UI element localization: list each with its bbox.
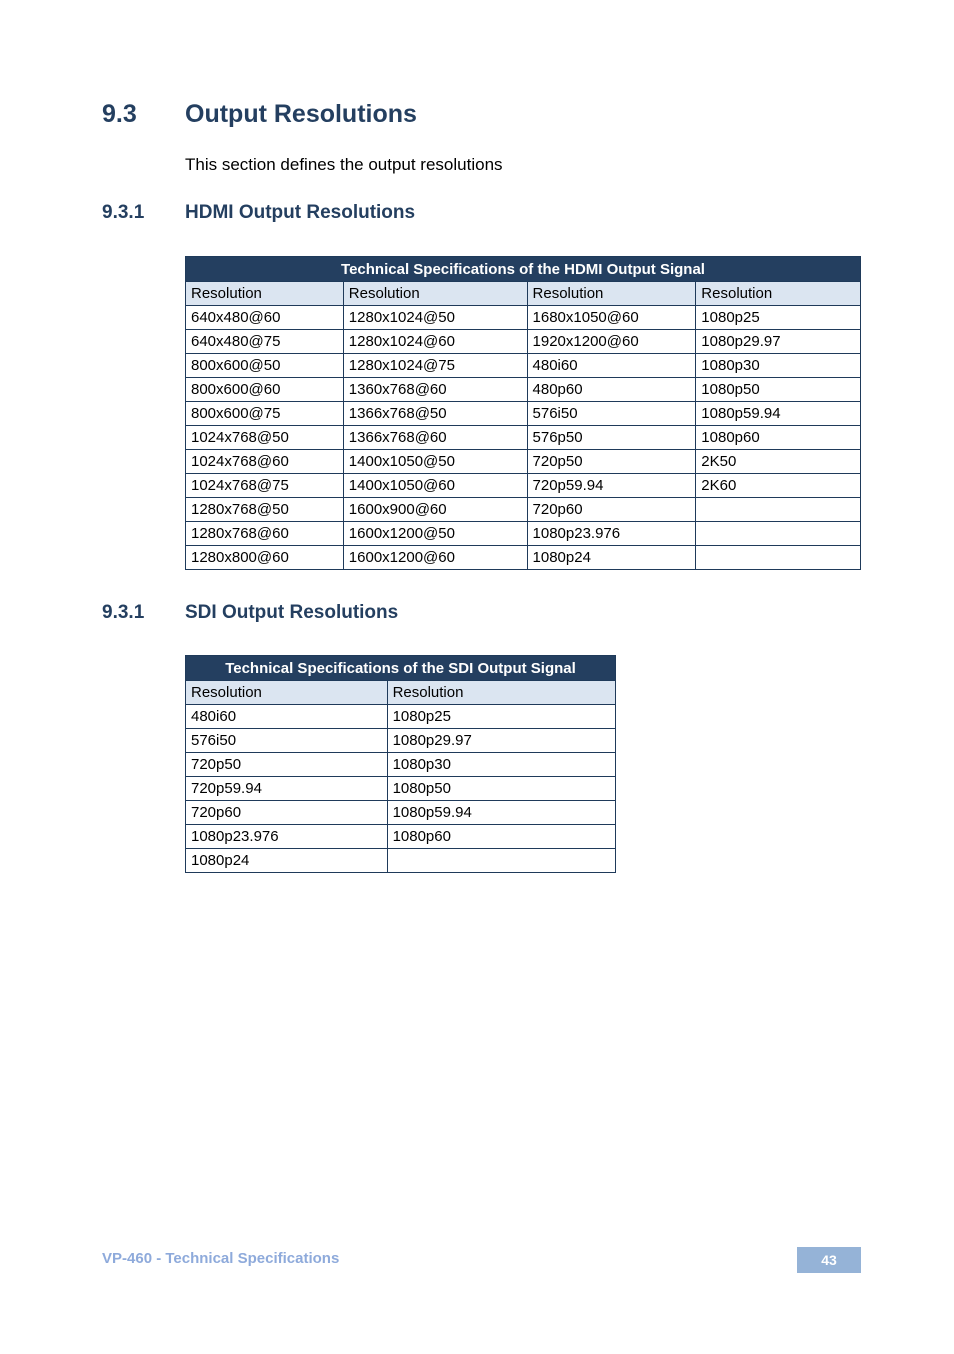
table-cell: 1024x768@60 [186, 450, 344, 474]
hdmi-heading-title: HDMI Output Resolutions [185, 202, 416, 223]
table-cell: 576p50 [527, 426, 696, 450]
table-row [186, 777, 616, 801]
table-cell [387, 849, 615, 873]
table-cell: 1080p30 [696, 354, 861, 378]
table-cell: 1024x768@75 [186, 474, 344, 498]
table-row [186, 498, 861, 522]
page-number: 43 [797, 1247, 861, 1273]
hdmi-spec-table [185, 256, 861, 570]
table-cell: 720p59.94 [186, 777, 388, 801]
column-header: Resolution [343, 282, 527, 306]
table-cell: 1080p60 [696, 426, 861, 450]
column-header: Resolution [696, 282, 861, 306]
section-number: 9.3 [102, 100, 137, 128]
table-row [186, 522, 861, 546]
table-cell: 720p50 [527, 450, 696, 474]
table-cell: 1024x768@50 [186, 426, 344, 450]
table-cell: 1366x768@60 [343, 426, 527, 450]
table-cell: 576i50 [527, 402, 696, 426]
table-cell: 800x600@75 [186, 402, 344, 426]
table-cell: 1080p59.94 [696, 402, 861, 426]
table-header-row [186, 282, 861, 306]
table-cell: 1920x1200@60 [527, 330, 696, 354]
table-cell: 1280x768@50 [186, 498, 344, 522]
section-intro: This section defines the output resolutions [185, 155, 503, 174]
table-row [186, 546, 861, 570]
table-cell: 1080p24 [527, 546, 696, 570]
table-cell: 800x600@50 [186, 354, 344, 378]
column-header: Resolution [387, 681, 615, 705]
hdmi-heading-number: 9.3.1 [102, 202, 145, 223]
table-row [186, 825, 616, 849]
table-cell: 1600x1200@50 [343, 522, 527, 546]
hdmi-heading [102, 202, 415, 224]
sdi-spec-table [185, 655, 616, 873]
table-cell: 1280x1024@50 [343, 306, 527, 330]
table-cell: 1280x800@60 [186, 546, 344, 570]
table-row [186, 354, 861, 378]
table-row [186, 753, 616, 777]
sdi-heading [102, 602, 398, 624]
table-cell: 480i60 [186, 705, 388, 729]
table-cell: 1080p50 [696, 378, 861, 402]
table-cell: 576i50 [186, 729, 388, 753]
column-header: Resolution [186, 681, 388, 705]
sdi-heading-number: 9.3.1 [102, 602, 145, 623]
table-cell: 800x600@60 [186, 378, 344, 402]
table-cell: 1080p30 [387, 753, 615, 777]
table-cell: 1080p23.976 [186, 825, 388, 849]
table-cell: 720p50 [186, 753, 388, 777]
table-cell: 1080p23.976 [527, 522, 696, 546]
table-cell: 720p59.94 [527, 474, 696, 498]
table-cell: 720p60 [527, 498, 696, 522]
table-cell: 1280x768@60 [186, 522, 344, 546]
table-cell [696, 546, 861, 570]
table-row [186, 705, 616, 729]
table-cell: 1600x1200@60 [343, 546, 527, 570]
table-cell: 640x480@75 [186, 330, 344, 354]
table-cell: 1080p60 [387, 825, 615, 849]
table-cell: 640x480@60 [186, 306, 344, 330]
table-cell: 480i60 [527, 354, 696, 378]
table-cell: 1400x1050@60 [343, 474, 527, 498]
section-title: Output Resolutions [185, 100, 417, 128]
table-cell: 1080p29.97 [696, 330, 861, 354]
table-cell [696, 498, 861, 522]
table-cell: 480p60 [527, 378, 696, 402]
table-row [186, 450, 861, 474]
table-cell: 1280x1024@75 [343, 354, 527, 378]
table-row [186, 330, 861, 354]
table-cell: 720p60 [186, 801, 388, 825]
table-cell: 2K60 [696, 474, 861, 498]
table-row [186, 849, 616, 873]
table-header-row [186, 681, 616, 705]
table-cell: 1600x900@60 [343, 498, 527, 522]
table-cell: 1280x1024@60 [343, 330, 527, 354]
table-cell: 1080p50 [387, 777, 615, 801]
table-cell: 1680x1050@60 [527, 306, 696, 330]
table-row [186, 474, 861, 498]
table-cell: 1080p25 [696, 306, 861, 330]
table-row [186, 801, 616, 825]
table-row [186, 426, 861, 450]
column-header: Resolution [186, 282, 344, 306]
hdmi-table-title: Technical Specifications of the HDMI Output Signal [186, 257, 861, 282]
table-cell: 1080p25 [387, 705, 615, 729]
sdi-heading-title: SDI Output Resolutions [185, 602, 399, 623]
table-cell: 1080p29.97 [387, 729, 615, 753]
table-row [186, 402, 861, 426]
table-row [186, 306, 861, 330]
table-cell [696, 522, 861, 546]
table-cell: 1400x1050@50 [343, 450, 527, 474]
table-cell: 1366x768@50 [343, 402, 527, 426]
sdi-table-title: Technical Specifications of the SDI Output Signal [186, 656, 616, 681]
column-header: Resolution [527, 282, 696, 306]
section-heading [102, 100, 417, 129]
table-cell: 1080p24 [186, 849, 388, 873]
table-cell: 1080p59.94 [387, 801, 615, 825]
table-row [186, 378, 861, 402]
table-cell: 2K50 [696, 450, 861, 474]
table-cell: 1360x768@60 [343, 378, 527, 402]
footer-doc-title: VP-460 - Technical Specifications [102, 1250, 340, 1267]
table-row [186, 729, 616, 753]
